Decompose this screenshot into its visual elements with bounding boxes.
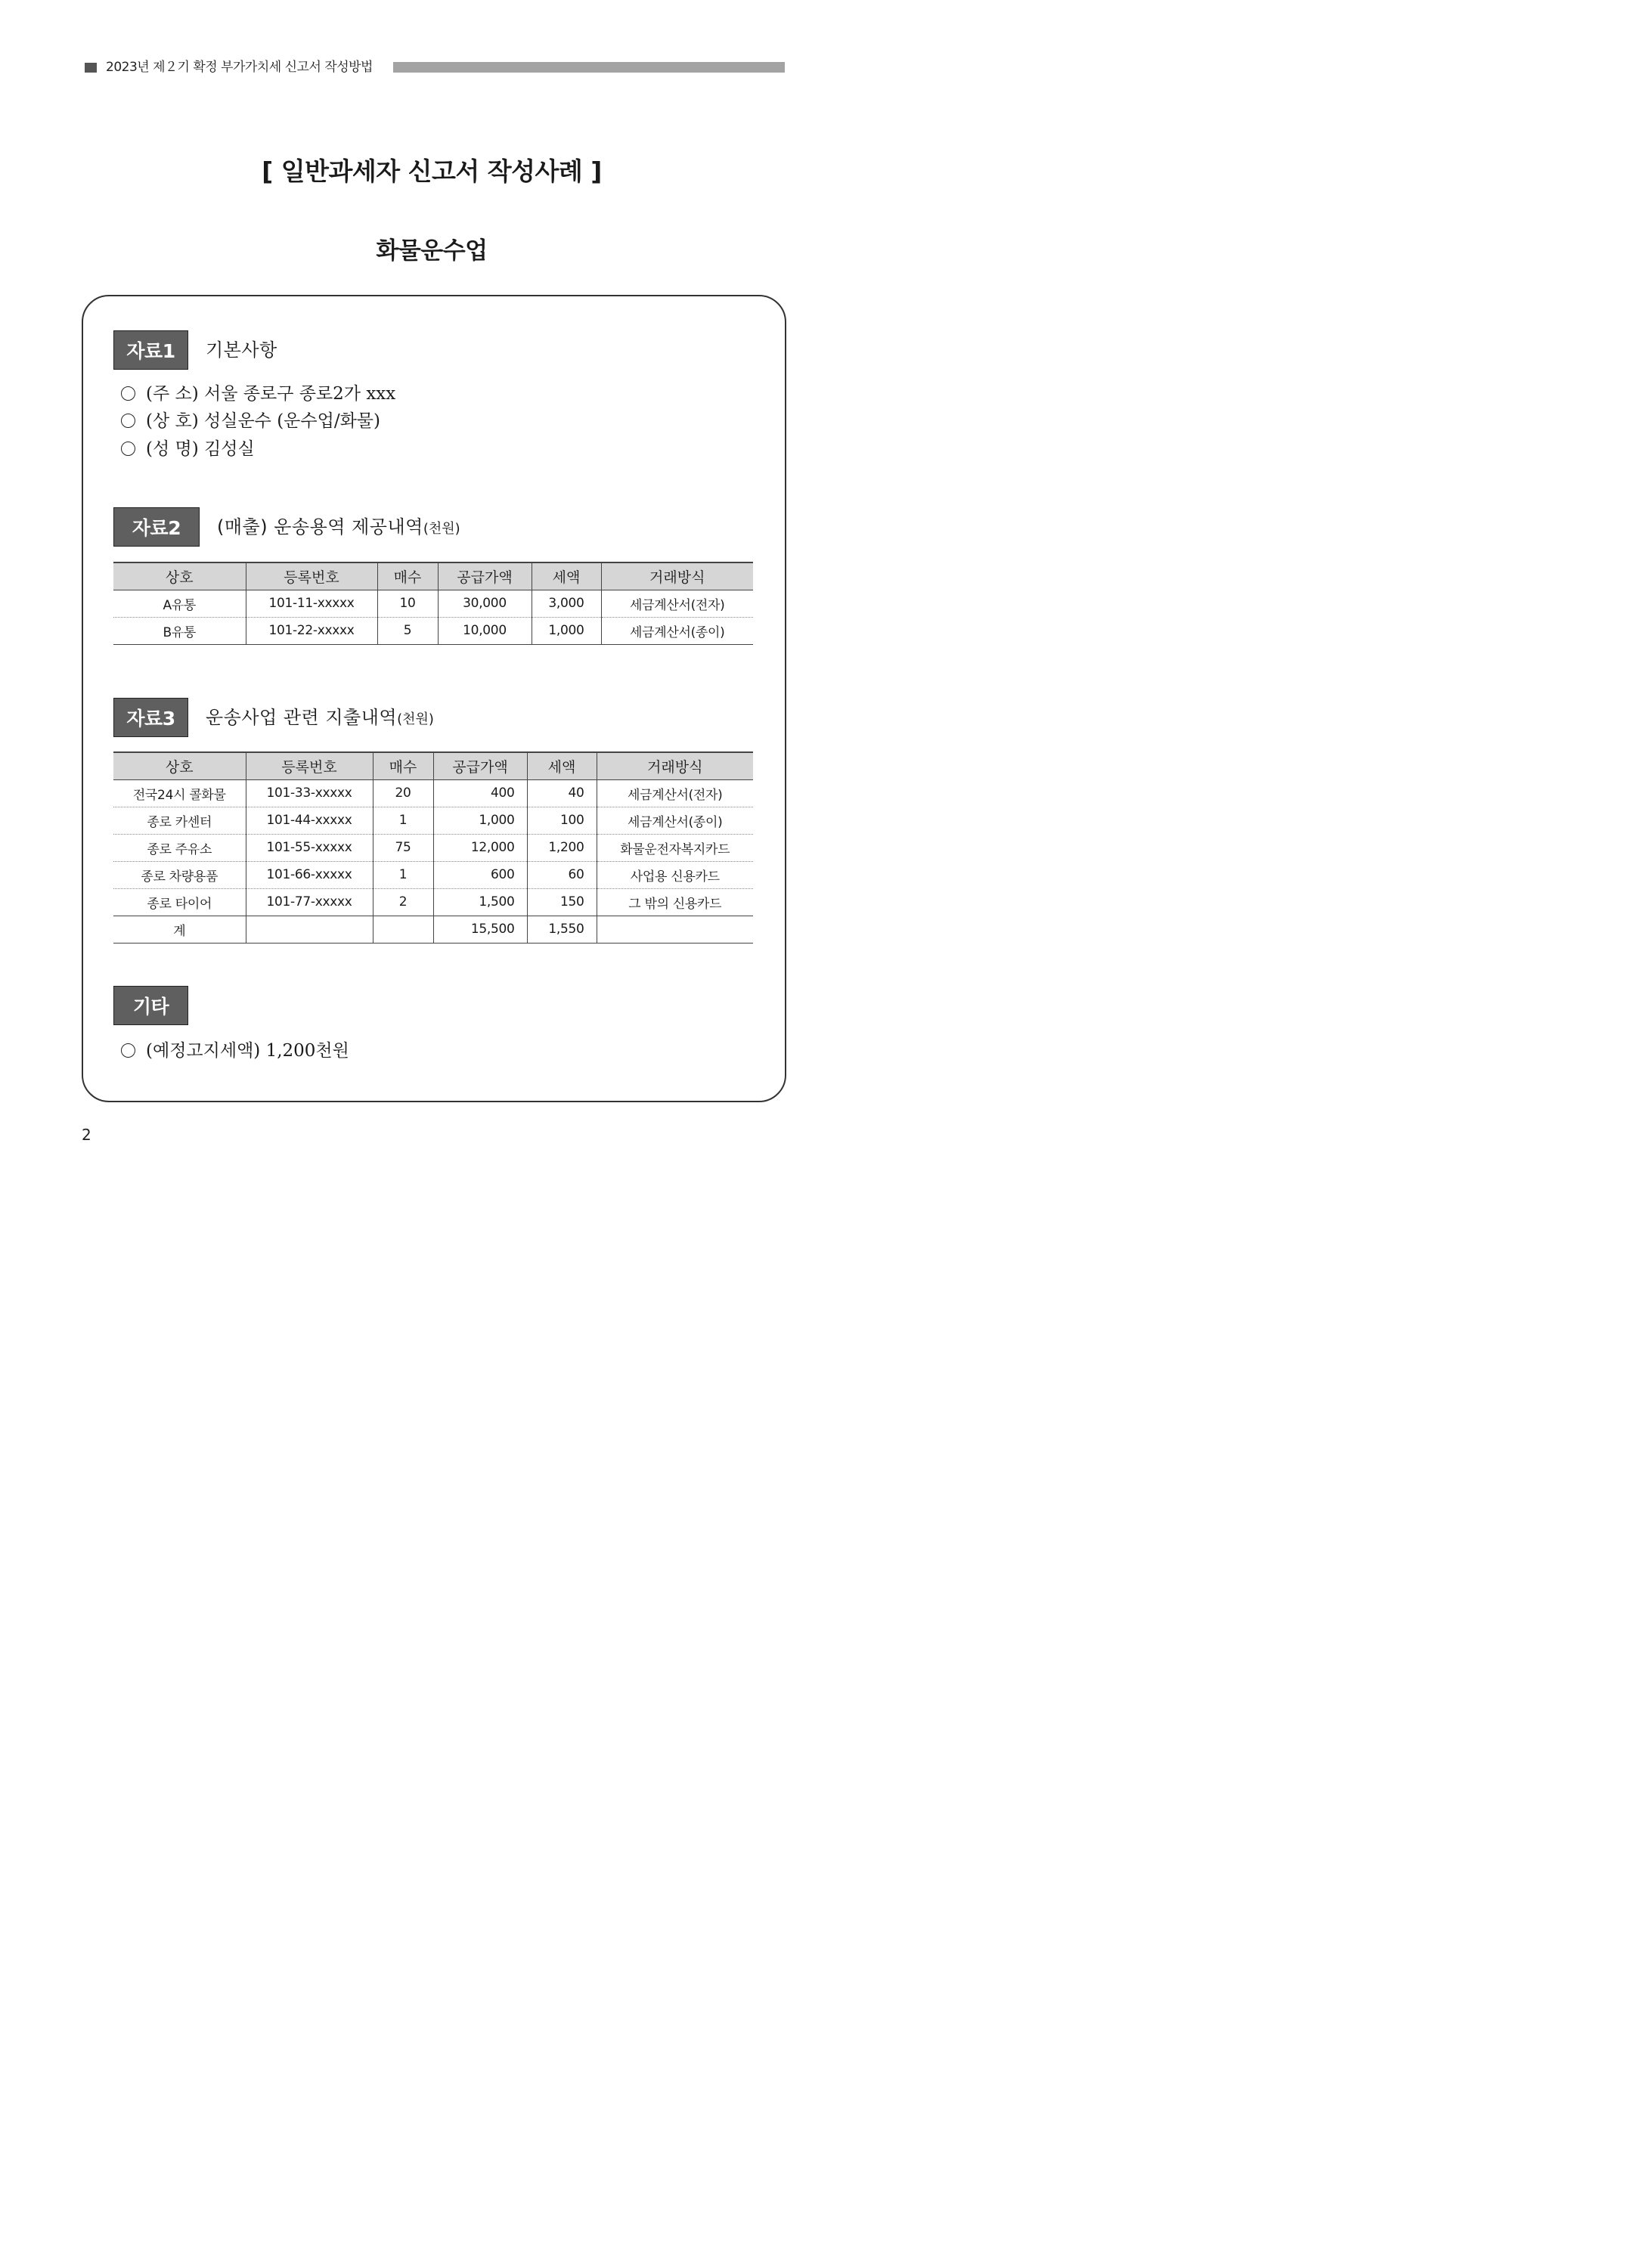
info-line-prepaid-tax: [121, 1037, 349, 1064]
document-title: [ 일반과세자 신고서 작성사례 ]: [262, 156, 602, 186]
cell-count: 20: [373, 779, 433, 807]
cell-tax: 60: [527, 861, 597, 888]
section2-tag: 자료2: [113, 507, 200, 547]
cell-reg-no: 101-66-xxxxx: [246, 861, 373, 888]
cell-tax: 100: [527, 807, 597, 834]
cell-supply-value: 600: [433, 861, 527, 888]
cell-tax: 1,200: [527, 834, 597, 861]
cell-total-supply-value: 15,500: [433, 916, 527, 943]
info-value: 성실운수 (운수업/화물): [204, 411, 380, 431]
cell-method: 세금계산서(종이): [601, 617, 753, 644]
section3-unit: (천원): [397, 711, 434, 727]
table-row: [113, 590, 753, 617]
column-header: 매수: [377, 562, 438, 590]
cell-method: [597, 916, 753, 943]
header-square-marker: [85, 63, 97, 73]
info-label: (예정고지세액): [146, 1041, 261, 1061]
table-row: [113, 617, 753, 644]
cell-method: 사업용 신용카드: [597, 861, 753, 888]
cell-company: A유통: [113, 590, 246, 617]
info-value: 서울 종로구 종로2가 xxx: [204, 384, 396, 404]
cell-tax: 3,000: [532, 590, 601, 617]
cell-reg-no: [246, 916, 373, 943]
info-label: (상 호): [146, 411, 199, 431]
section3-heading: [206, 705, 434, 732]
cell-total-tax: 1,550: [527, 916, 597, 943]
column-header: 세액: [532, 562, 601, 590]
cell-count: [373, 916, 433, 943]
column-header: 세액: [527, 752, 597, 779]
cell-reg-no: 101-44-xxxxx: [246, 807, 373, 834]
cell-count: 5: [377, 617, 438, 644]
document-subtitle: 화물운수업: [376, 237, 488, 265]
column-header: 등록번호: [246, 752, 373, 779]
table-header-row: [113, 752, 753, 779]
section4-tag: 기타: [113, 986, 188, 1025]
cell-supply-value: 1,500: [433, 888, 527, 916]
cell-company: 종로 주유소: [113, 834, 246, 861]
info-line-company: [121, 407, 380, 435]
info-label: (주 소): [146, 384, 199, 404]
section2-unit: (천원): [423, 521, 460, 537]
column-header: 공급가액: [433, 752, 527, 779]
cell-method: 세금계산서(전자): [597, 779, 753, 807]
section1-heading: 기본사항: [206, 339, 277, 361]
cell-supply-value: 10,000: [438, 617, 532, 644]
sales-table: [113, 562, 753, 645]
cell-reg-no: 101-55-xxxxx: [246, 834, 373, 861]
cell-total-label: 계: [113, 916, 246, 943]
cell-count: 75: [373, 834, 433, 861]
circle-bullet-icon: [121, 1043, 135, 1058]
table-header-row: [113, 562, 753, 590]
cell-supply-value: 12,000: [433, 834, 527, 861]
cell-supply-value: 400: [433, 779, 527, 807]
column-header: 공급가액: [438, 562, 532, 590]
cell-tax: 40: [527, 779, 597, 807]
cell-method: 세금계산서(종이): [597, 807, 753, 834]
cell-method: 세금계산서(전자): [601, 590, 753, 617]
cell-tax: 1,000: [532, 617, 601, 644]
cell-company: 종로 차량용품: [113, 861, 246, 888]
cell-company: 전국24시 콜화물: [113, 779, 246, 807]
cell-company: 종로 카센터: [113, 807, 246, 834]
table-row: [113, 807, 753, 834]
cell-company: B유통: [113, 617, 246, 644]
info-value: 1,200천원: [265, 1041, 349, 1061]
cell-method: 그 밖의 신용카드: [597, 888, 753, 916]
circle-bullet-icon: [121, 414, 135, 428]
expense-table: [113, 751, 753, 944]
cell-reg-no: 101-22-xxxxx: [246, 617, 377, 644]
table-row: [113, 888, 753, 916]
column-header: 매수: [373, 752, 433, 779]
table-row: [113, 861, 753, 888]
info-line-name: [121, 435, 255, 463]
column-header: 거래방식: [597, 752, 753, 779]
cell-count: 1: [373, 861, 433, 888]
info-value: 김성실: [204, 439, 255, 459]
section2-heading-text: (매출) 운송용역 제공내역: [217, 516, 423, 538]
circle-bullet-icon: [121, 442, 135, 456]
circle-bullet-icon: [121, 386, 135, 401]
cell-reg-no: 101-77-xxxxx: [246, 888, 373, 916]
section2-heading: [217, 515, 460, 541]
cell-reg-no: 101-11-xxxxx: [246, 590, 377, 617]
table-total-row: [113, 916, 753, 943]
cell-tax: 150: [527, 888, 597, 916]
cell-company: 종로 타이어: [113, 888, 246, 916]
section3-tag: 자료3: [113, 698, 188, 737]
section3-heading-text: 운송사업 관련 지출내역: [206, 707, 398, 728]
column-header: 거래방식: [601, 562, 753, 590]
table-row: [113, 834, 753, 861]
column-header: 상호: [113, 562, 246, 590]
cell-supply-value: 1,000: [433, 807, 527, 834]
cell-count: 1: [373, 807, 433, 834]
cell-count: 10: [377, 590, 438, 617]
section1-tag: 자료1: [113, 330, 188, 370]
info-label: (성 명): [146, 439, 199, 459]
cell-reg-no: 101-33-xxxxx: [246, 779, 373, 807]
header-rule-bar: [393, 62, 785, 73]
page-number: 2: [82, 1126, 91, 1144]
column-header: 등록번호: [246, 562, 377, 590]
cell-supply-value: 30,000: [438, 590, 532, 617]
column-header: 상호: [113, 752, 246, 779]
cell-method: 화물운전자복지카드: [597, 834, 753, 861]
cell-count: 2: [373, 888, 433, 916]
running-header-title: 2023년 제２기 확정 부가가치세 신고서 작성방법: [106, 60, 373, 75]
info-line-address: [121, 380, 395, 407]
table-row: [113, 779, 753, 807]
